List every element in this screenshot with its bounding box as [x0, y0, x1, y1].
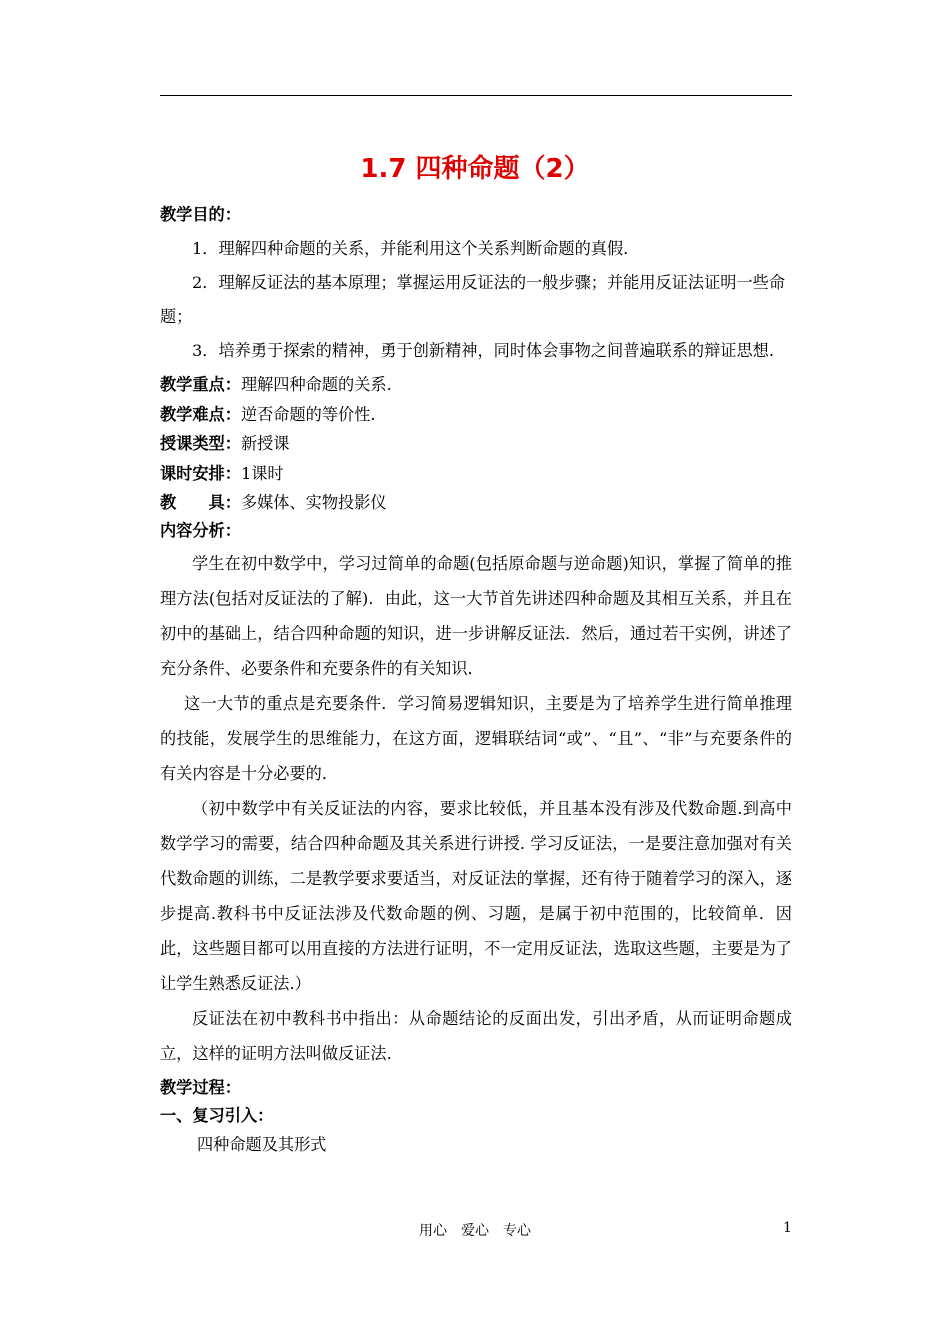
- header-rule: [160, 95, 792, 96]
- lesson-type-row: [160, 429, 792, 459]
- analysis-paragraph: 这一大节的重点是充要条件．学习简易逻辑知识，主要是为了培养学生进行简单推理的技能，发展学生的思维能力，在这方面，逻辑联结词“或”、“且”、“非”与充要条件的有关内容是十分必要的．: [160, 693, 792, 783]
- analysis-section: [160, 546, 792, 1071]
- key-point-row: [160, 370, 792, 400]
- analysis-paragraph: 学生在初中数学中，学习过简单的命题(包括原命题与逆命题)知识，掌握了简单的推理方法(包括对反证法的了解)．由此，这一大节首先讲述四种命题及其相互关系，并且在初中的基础上，结合四种命题的知识，进一步讲解反证法．然后，通过若干实例，讲述了充分条件、必要条件和充要条件的有关知识．: [160, 553, 792, 678]
- tools-label: 教 具：: [160, 493, 241, 512]
- page-title: 1.7 四种命题（2）: [360, 154, 590, 184]
- difficulty-label: 教学难点：: [160, 404, 241, 424]
- objective-item: 2．理解反证法的基本原理；掌握运用反证法的一般步骤；并能用反证法证明一些命题；: [160, 273, 786, 326]
- analysis-paragraph: 反证法在初中教科书中指出：从命题结论的反面出发，引出矛盾，从而证明命题成立，这样的证明方法叫做反证法.: [160, 1008, 792, 1063]
- lesson-type-value: 新授课: [240, 434, 290, 453]
- difficulty-value: 逆否命题的等价性.: [240, 404, 376, 424]
- process-heading: 教学过程：: [160, 1077, 241, 1097]
- lesson-info: [160, 370, 792, 518]
- objectives-list: [160, 232, 792, 368]
- schedule-row: [160, 459, 792, 489]
- schedule-value: 1课时: [240, 463, 284, 483]
- analysis-paragraph: （初中数学中有关反证法的内容，要求比较低，并且基本没有涉及代数命题.到高中数学学习的需要，结合四种命题及其关系进行讲授. 学习反证法，一是要注意加强对有关代数命题的训练，二是教学要求要适当，对反证法的掌握，还有待于随着学习的深入，逐步提高.教科书中反证法涉及代数命题的例、习题，是属于初中范围的，比较简单．因此，这些题目都可以用直接的方法进行证明，不一定用反证法，选取这些题，主要是为了让学生熟悉反证法.）: [160, 798, 792, 993]
- objective-item: 1．理解四种命题的关系，并能利用这个关系判断命题的真假.: [192, 239, 629, 258]
- difficulty-row: [160, 400, 792, 430]
- schedule-label: 课时安排：: [160, 463, 241, 483]
- objectives-heading: 教学目的：: [160, 205, 241, 224]
- tools-value: 多媒体、实物投影仪: [240, 493, 387, 512]
- key-point-value: 理解四种命题的关系.: [240, 375, 392, 394]
- footer-motto: 用心 爱心 专心: [419, 1223, 531, 1239]
- objective-item: 3．培养勇于探索的精神，勇于创新精神，同时体会事物之间普遍联系的辩证思想.: [192, 341, 775, 360]
- page-number: 1: [783, 1220, 792, 1236]
- section1-heading: 一、复习引入：: [160, 1105, 274, 1125]
- analysis-heading: 内容分析：: [160, 520, 241, 540]
- document-body: [160, 204, 792, 1162]
- lesson-type-label: 授课类型：: [160, 434, 241, 453]
- tools-row: [160, 488, 792, 518]
- section1-item: 四种命题及其形式: [197, 1134, 327, 1154]
- key-point-label: 教学重点：: [160, 375, 241, 394]
